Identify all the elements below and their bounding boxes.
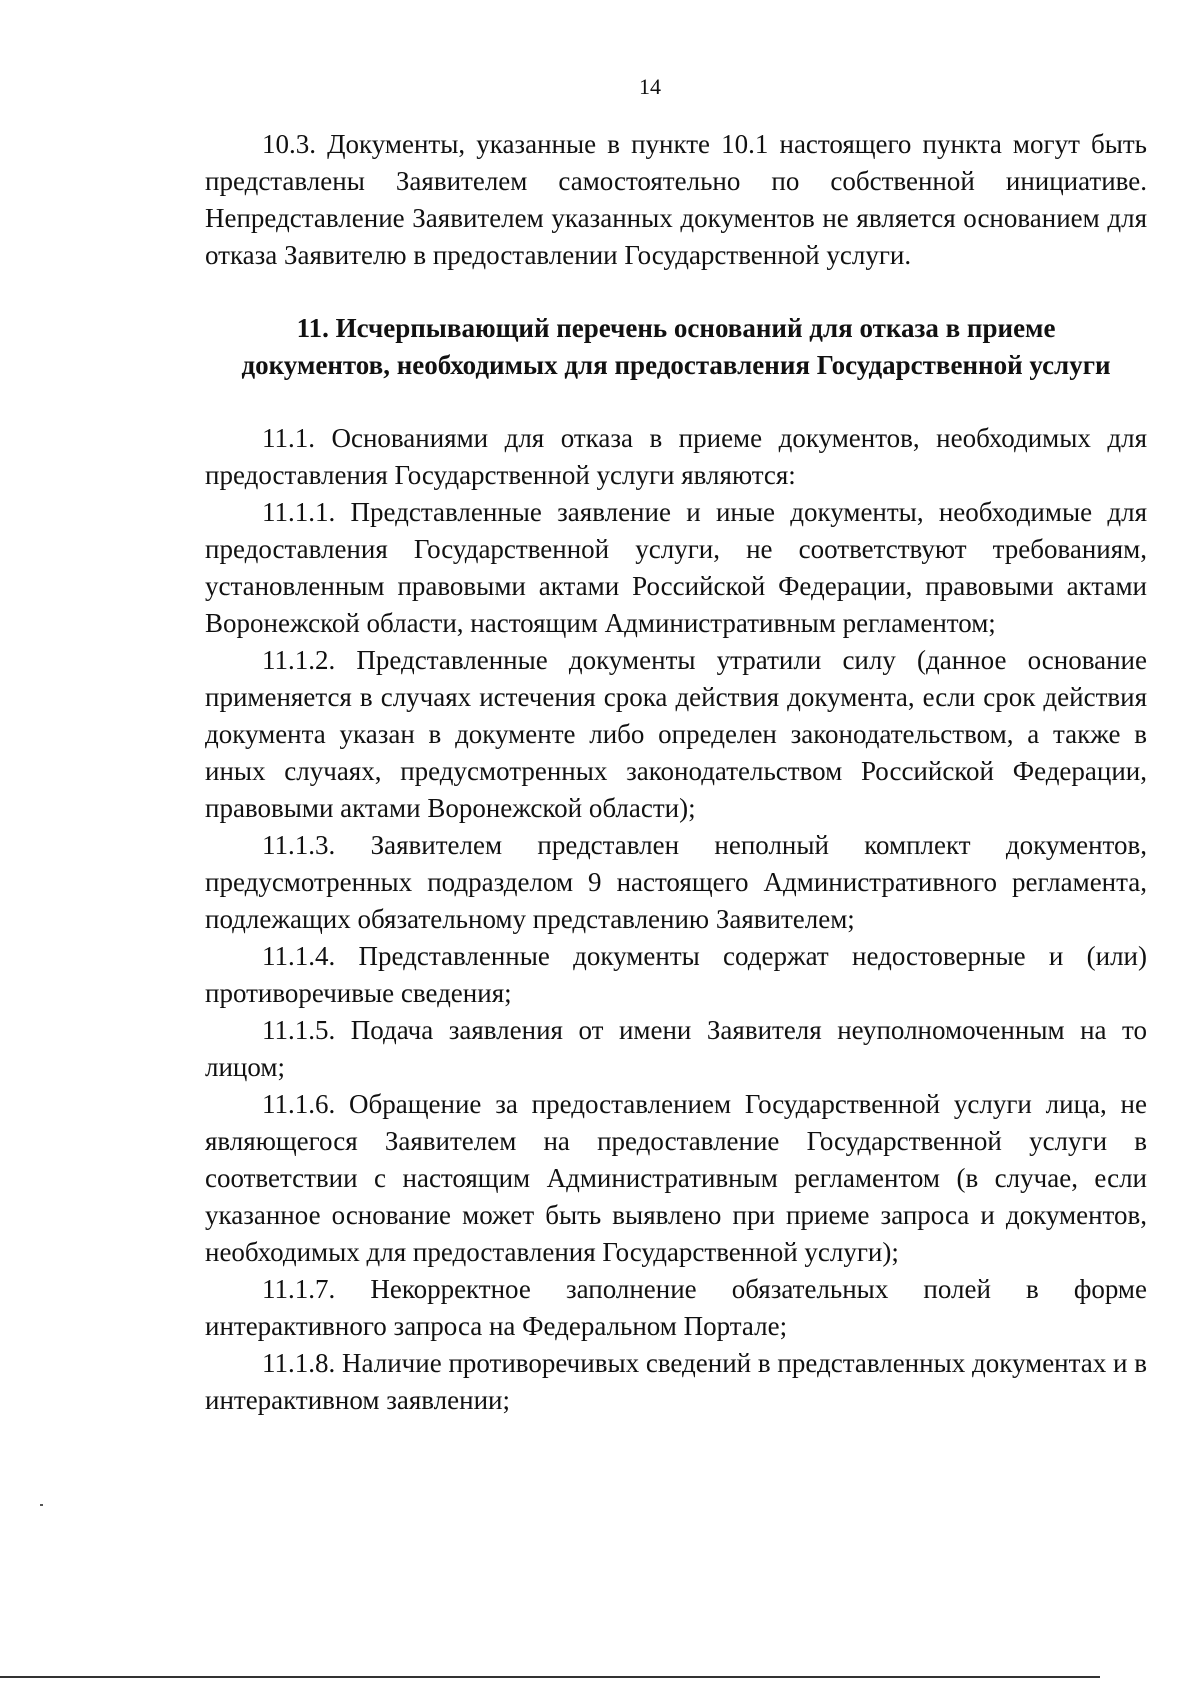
paragraph-11-1-4: 11.1.4. Представленные документы содержат недостоверные и (или) противоречивые сведения; — [205, 941, 1147, 1008]
paragraph-11-1-5: 11.1.5. Подача заявления от имени Заявителя неуполномоченным на то лицом; — [205, 1015, 1147, 1082]
bottom-scan-line — [0, 1676, 1100, 1678]
paragraph-11-1-3: 11.1.3. Заявителем представлен неполный комплект документов, предусмотренных подразделом 9 настоящего Административного регламента, подлежащих обязательному представлению Заявителем; — [205, 830, 1147, 934]
paragraph-11-1-1: 11.1.1. Представленные заявление и иные документы, необходимые для предоставления Государственной услуги, не соответствуют требованиям, установленным правовыми актами Российской Федерации, правовыми актами Воронежской области, настоящим Административным регламентом; — [205, 497, 1147, 638]
paragraph-11-1-7: 11.1.7. Некорректное заполнение обязательных полей в форме интерактивного запроса на Федеральном Портале; — [205, 1274, 1147, 1341]
paragraph-11-1-2: 11.1.2. Представленные документы утратили силу (данное основание применяется в случаях истечения срока действия документа, если срок действия документа указан в документе либо определен законодательством, а также в иных случаях, предусмотренных законодательством Российской Федерации, правовыми актами Воронежской области); — [205, 645, 1147, 823]
paragraph-10-3: 10.3. Документы, указанные в пункте 10.1 настоящего пункта могут быть представлены Заявителем самостоятельно по собственной инициативе. Непредставление Заявителем указанных документов не является основанием для отказа Заявителю в предоставлении Государственной услуги. — [205, 129, 1147, 270]
document-body — [205, 126, 1147, 1419]
paragraph-11-1-8: 11.1.8. Наличие противоречивых сведений в представленных документах и в интерактивном заявлении; — [205, 1348, 1147, 1415]
page-number: 14 — [639, 74, 661, 99]
section-title-line-2: документов, необходимых для предоставления Государственной услуги — [241, 350, 1111, 380]
scan-speck — [40, 1504, 43, 1506]
paragraph-11-1: 11.1. Основаниями для отказа в приеме документов, необходимых для предоставления Государственной услуги являются: — [205, 423, 1147, 490]
paragraph-11-1-6: 11.1.6. Обращение за предоставлением Государственной услуги лица, не являющегося Заявителем на предоставление Государственной услуги в соответствии с настоящим Административным регламентом (в случае, если указанное основание может быть выявлено при приеме запроса и документов, необходимых для предоставления Государственной услуги); — [205, 1089, 1147, 1267]
section-title-11 — [205, 310, 1147, 384]
section-title-line-1: 11. Исчерпывающий перечень оснований для отказа в приеме — [296, 313, 1056, 343]
